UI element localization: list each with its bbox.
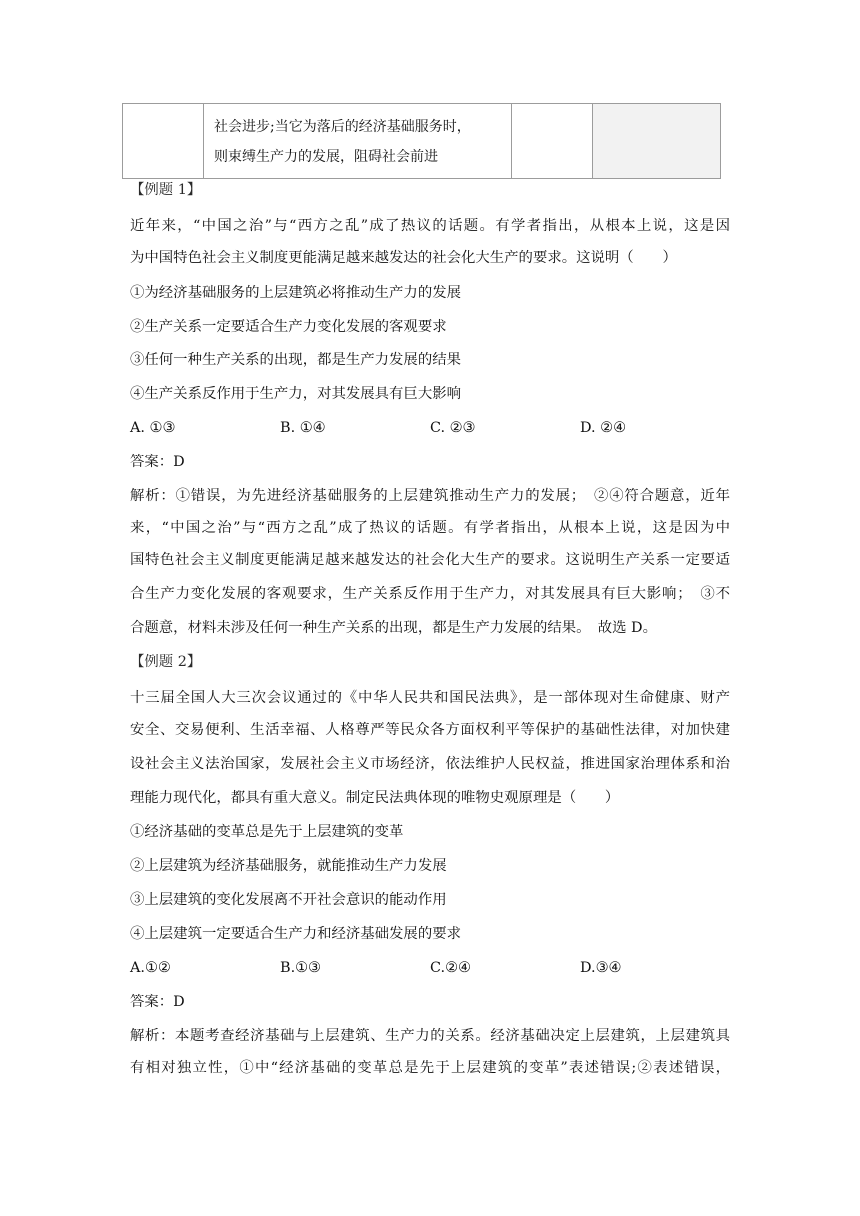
question-stem-line: 近年来，“中国之治”与“西方之乱”成了热议的话题。有学者指出，从根本上说，这是因 (130, 218, 730, 234)
option-a: A.①② (130, 960, 171, 976)
question-stem-line: 为中国特色社会主义制度更能满足越来越发达的社会化大生产的要求。这说明（ ） (130, 250, 677, 266)
statement-1: ①经济基础的变革总是先于上层建筑的变革 (130, 824, 404, 840)
continued-table (122, 103, 721, 179)
question-stem-line: 理能力现代化，都具有重大意义。制定民法典体现的唯物史观原理是（ ） (130, 790, 620, 806)
analysis-line: 国特色社会主义制度更能满足越来越发达的社会化大生产的要求。这说明生产关系一定要适 (130, 552, 730, 568)
question-stem-line: 设社会主义法治国家，发展社会主义市场经济，依法维护人民权益，推进国家治理体系和治 (130, 756, 730, 772)
table-cell-line: 社会进步;当它为落后的经济基础服务时， (214, 119, 471, 135)
statement-2: ②上层建筑为经济基础服务，就能推动生产力发展 (130, 858, 447, 874)
table-cell-empty (512, 104, 593, 179)
option-c: C.②④ (430, 960, 471, 976)
option-a: A. ①③ (130, 420, 176, 436)
answer: 答案：D (130, 454, 185, 470)
table-cell-shaded (593, 104, 721, 179)
question-stem-line: 十三届全国人大三次会议通过的《中华人民共和国民法典》，是一部体现对生命健康、财产 (130, 690, 730, 706)
table-cell-empty (123, 104, 204, 179)
statement-4: ④生产关系反作用于生产力，对其发展具有巨大影响 (130, 386, 461, 402)
statement-3: ③上层建筑的变化发展离不开社会意识的能动作用 (130, 892, 447, 908)
table-row (123, 104, 721, 179)
option-b: B.①③ (280, 960, 321, 976)
statement-4: ④上层建筑一定要适合生产力和经济基础发展的要求 (130, 926, 461, 942)
statement-3: ③任何一种生产关系的出现，都是生产力发展的结果 (130, 352, 461, 368)
analysis-line: 有相对独立性，①中“经济基础的变革总是先于上层建筑的变革”表述错误;②表述错误， (130, 1060, 730, 1076)
option-b: B. ①④ (280, 420, 326, 436)
option-d: D. ②④ (580, 420, 626, 436)
answer: 答案：D (130, 994, 185, 1010)
option-d: D.③④ (580, 960, 622, 976)
statement-1: ①为经济基础服务的上层建筑必将推动生产力的发展 (130, 285, 461, 301)
option-c: C. ②③ (430, 420, 476, 436)
table-cell-line: 则束缚生产力的发展，阻碍社会前进 (214, 149, 438, 165)
table-cell-text (204, 104, 512, 179)
example-2-heading: 【例题 2】 (130, 654, 202, 670)
analysis-line: 解析：本题考查经济基础与上层建筑、生产力的关系。经济基础决定上层建筑，上层建筑具 (130, 1028, 730, 1044)
analysis-line: 合生产力变化发展的客观要求，生产关系反作用于生产力，对其发展具有巨大影响； ③不 (130, 586, 730, 602)
statement-2: ②生产关系一定要适合生产力变化发展的客观要求 (130, 319, 447, 335)
question-stem-line: 安全、交易便利、生活幸福、人格尊严等民众各方面权利平等保护的基础性法律，对加快建 (130, 722, 730, 738)
analysis-line: 来，“中国之治”与“西方之乱”成了热议的话题。有学者指出，从根本上说，这是因为中 (130, 520, 730, 536)
analysis-line: 解析：①错误，为先进经济基础服务的上层建筑推动生产力的发展； ②④符合题意，近年 (130, 488, 730, 504)
analysis-line: 合题意，材料未涉及任何一种生产关系的出现，都是生产力发展的结果。 故选 D。 (130, 620, 657, 636)
example-1-heading: 【例题 1】 (130, 182, 202, 198)
